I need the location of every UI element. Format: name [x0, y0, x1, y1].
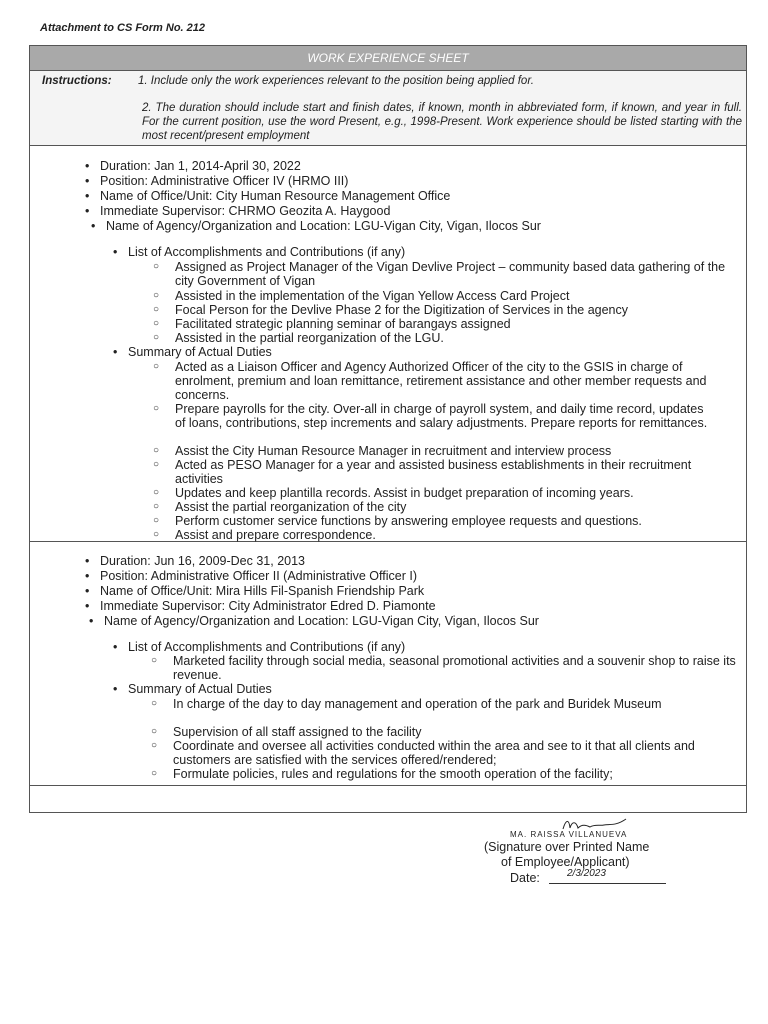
duration: • Duration: Jan 1, 2014-April 30, 2022 [100, 159, 301, 173]
work-entry-1 [30, 146, 746, 542]
duty-item: ○ Acted as PESO Manager for a year and assisted business establishments in their recruitment activities [175, 458, 730, 486]
accomplishments-label: • List of Accomplishments and Contributions (if any) [128, 640, 405, 654]
duty-item: ○ Prepare payrolls for the city. Over-all in charge of payroll system, and daily time record, updates of loans, contributions, step increments and salary adjustments. Prepare reports for remittances. [175, 402, 715, 430]
accomplishment-item: ○ Marketed facility through social media, seasonal promotional activities and a souvenir shop to raise its revenue. [173, 654, 743, 682]
work-entry-2 [30, 542, 746, 786]
instructions-section [30, 71, 746, 146]
agency-location: • Name of Agency/Organization and Location: LGU-Vigan City, Vigan, Ilocos Sur [106, 219, 541, 233]
signature-caption-2: of Employee/Applicant) [501, 855, 630, 869]
accomplishment-item: ○ Assigned as Project Manager of the Vigan Devlive Project – community based data gathering of the city Government of Vigan [175, 260, 735, 288]
position: • Position: Administrative Officer II (Administrative Officer I) [100, 569, 417, 583]
sheet-title: WORK EXPERIENCE SHEET [30, 46, 746, 71]
form-attachment-label: Attachment to CS Form No. 212 [40, 22, 206, 34]
accomplishment-item: ○ Assisted in the partial reorganization of the LGU. [175, 331, 444, 345]
duties-label: • Summary of Actual Duties [128, 682, 272, 696]
date-label: Date: [510, 871, 540, 885]
duty-item: ○ In charge of the day to day management and operation of the park and Buridek Museum [173, 697, 713, 711]
instruction-item-1: 1. Include only the work experiences relevant to the position being applied for. [138, 75, 534, 87]
accomplishment-item: ○ Assisted in the implementation of the Vigan Yellow Access Card Project [175, 289, 569, 303]
date-value: 2/3/2023 [567, 868, 606, 879]
agency-location: • Name of Agency/Organization and Location: LGU-Vigan City, Vigan, Ilocos Sur [104, 614, 539, 628]
office-unit: • Name of Office/Unit: City Human Resource Management Office [100, 189, 450, 203]
signature-caption: (Signature over Printed Name [484, 840, 650, 854]
instructions-label: Instructions: [42, 75, 112, 87]
immediate-supervisor: • Immediate Supervisor: CHRMO Geozita A. Haygood [100, 204, 390, 218]
accomplishments-label: • List of Accomplishments and Contributions (if any) [128, 245, 405, 259]
duty-item: ○ Assist and prepare correspondence. [175, 528, 376, 542]
office-unit: • Name of Office/Unit: Mira Hills Fil-Spanish Friendship Park [100, 584, 424, 598]
duty-item: ○ Formulate policies, rules and regulations for the smooth operation of the facility; [173, 767, 613, 781]
duty-item: ○ Assist the City Human Resource Manager in recruitment and interview process [175, 444, 611, 458]
duration: • Duration: Jun 16, 2009-Dec 31, 2013 [100, 554, 305, 568]
accomplishment-item: ○ Facilitated strategic planning seminar of barangays assigned [175, 317, 511, 331]
duty-item: ○ Updates and keep plantilla records. Assist in budget preparation of incoming years. [175, 486, 634, 500]
duty-item: ○ Acted as a Liaison Officer and Agency Authorized Officer of the city to the GSIS in charge of enrolment, premium and loan remittance, retirement assistance and other member requests and concerns. [175, 360, 740, 402]
date-underline [549, 883, 666, 884]
accomplishment-item: ○ Focal Person for the Devlive Phase 2 for the Digitization of Services in the agency [175, 303, 628, 317]
printed-name: MA. RAISSA VILLANUEVA [510, 830, 628, 839]
position: • Position: Administrative Officer IV (HRMO III) [100, 174, 348, 188]
immediate-supervisor: • Immediate Supervisor: City Administrator Edred D. Piamonte [100, 599, 436, 613]
duty-item: ○ Assist the partial reorganization of the city [175, 500, 406, 514]
duties-label: • Summary of Actual Duties [128, 345, 272, 359]
work-experience-sheet [29, 45, 747, 813]
duty-item: ○ Supervision of all staff assigned to the facility [173, 725, 422, 739]
instruction-item-2: 2. The duration should include start and finish dates, if known, month in abbreviated form, if known, and year in full. For the current position, use the word Present, e.g., 1998-Present. Work experience should be listed starting with the most recent/present employment [142, 102, 742, 142]
duty-item: ○ Perform customer service functions by answering employee requests and questions. [175, 514, 642, 528]
duty-item: ○ Coordinate and oversee all activities conducted within the area and see to it that all clients and customers are satisfied with the services offered/rendered; [173, 739, 738, 767]
